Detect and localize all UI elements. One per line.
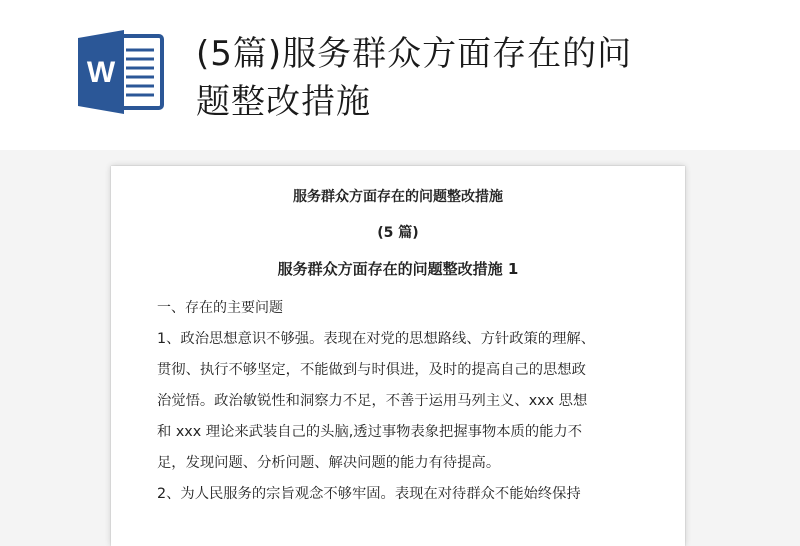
header-banner xyxy=(0,0,800,150)
page-heading: 一、存在的主要问题 xyxy=(157,300,283,316)
document-title-line-1: (5篇)服务群众方面存在的问 xyxy=(196,34,633,74)
word-icon-letter: W xyxy=(86,56,116,89)
body-line: 贯彻、执行不够坚定，不能做到与时俱进，及时的提高自己的思想政 xyxy=(157,362,586,378)
document-title-line-2: 题整改措施 xyxy=(196,82,371,122)
body-line: 2、为人民服务的宗旨观念不够牢固。表现在对待群众不能始终保持 xyxy=(157,486,581,502)
page-section-title: 服务群众方面存在的问题整改措施 1 xyxy=(277,260,519,278)
document-page-preview xyxy=(111,166,685,546)
body-line: 和 xxx 理论来武装自己的头脑,透过事物表象把握事物本质的能力不 xyxy=(157,424,583,440)
body-line: 治觉悟。政治敏锐性和洞察力不足，不善于运用马列主义、xxx 思想 xyxy=(157,393,588,409)
body-line: 1、政治思想意识不够强。表现在对党的思想路线、方针政策的理解、 xyxy=(157,331,595,347)
page-main-title: 服务群众方面存在的问题整改措施 xyxy=(293,189,503,205)
body-line: 足，发现问题、分析问题、解决问题的能力有待提高。 xyxy=(157,455,501,471)
document-title xyxy=(196,30,756,126)
page-subtitle: (5 篇) xyxy=(377,225,419,241)
word-document-icon xyxy=(74,30,166,114)
page-body-paragraph xyxy=(157,324,643,510)
